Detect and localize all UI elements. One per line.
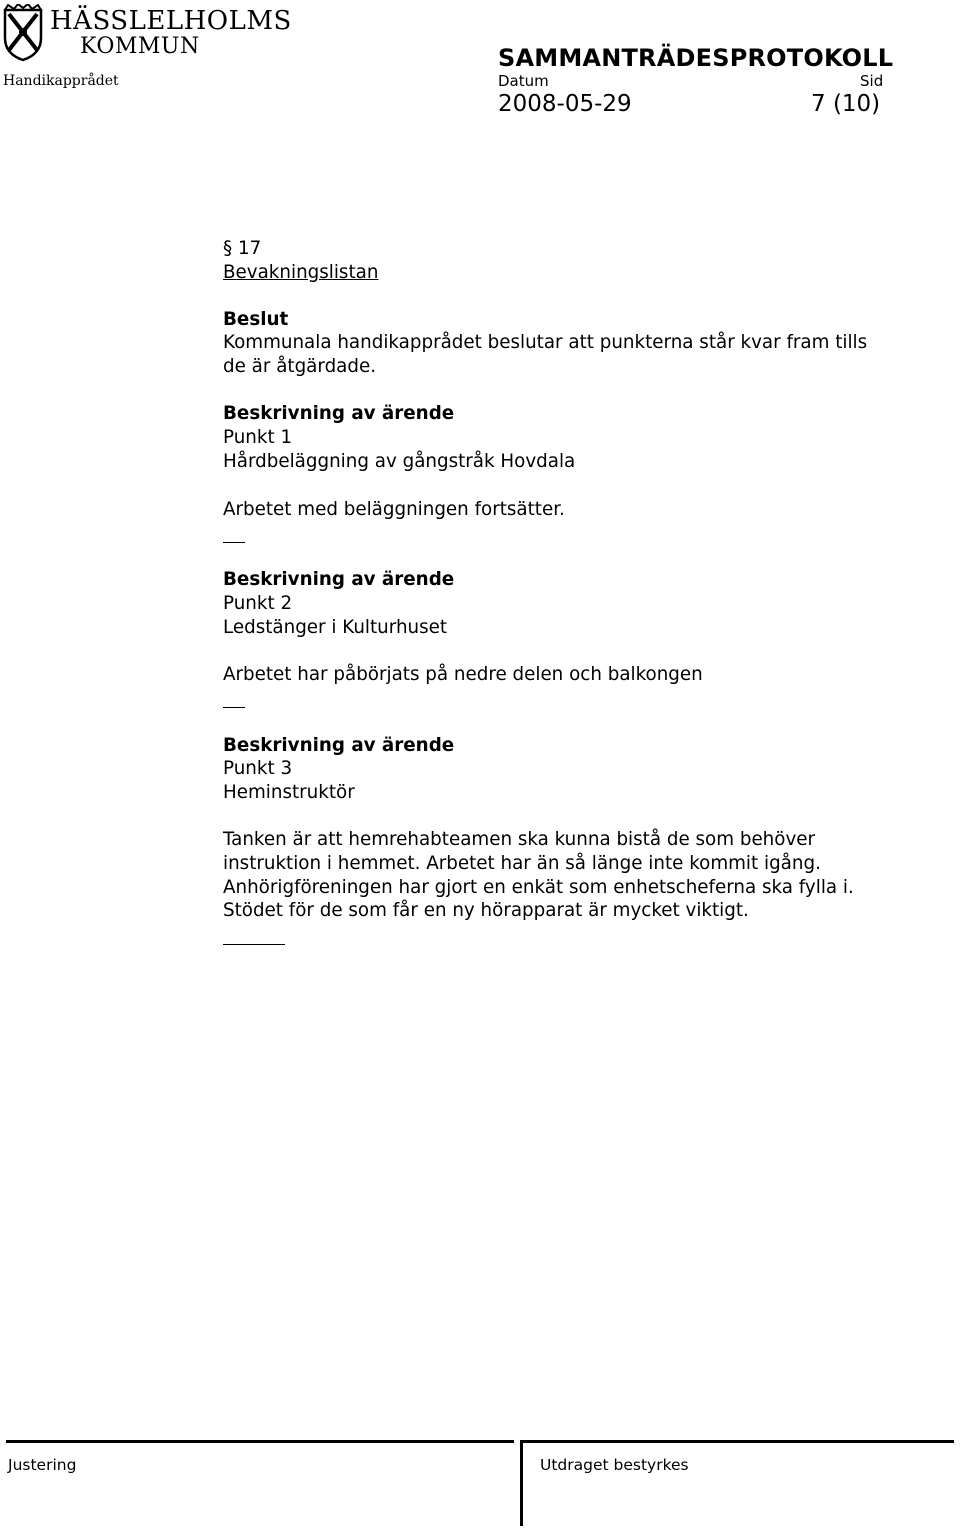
footer-divider: [520, 1440, 523, 1526]
page-value: 7 (10): [811, 91, 881, 117]
item-point: Punkt 3: [223, 758, 293, 779]
item-heading: Beskrivning av ärende: [223, 569, 455, 590]
section-number: § 17: [223, 238, 262, 259]
decision-line: de är åtgärdade.: [223, 356, 377, 377]
item-text-line: Tanken är att hemrehabteamen ska kunna bistå de som behöver: [223, 829, 816, 850]
item-text-line: Stödet för de som får en ny hörapparat är mycket viktigt.: [223, 900, 749, 921]
item-heading: Beskrivning av ärende: [223, 735, 455, 756]
footer-rule-right: [523, 1440, 954, 1443]
item-text-line: Anhörigföreningen har gjort en enkät som enhetscheferna ska fylla i.: [223, 877, 854, 898]
separator-rule: [223, 542, 245, 543]
date-label: Datum: [498, 72, 549, 90]
decision-heading: Beslut: [223, 309, 289, 330]
decision-line: Kommunala handikapprådet beslutar att punkterna står kvar fram tills: [223, 332, 868, 353]
organization-name-line2: KOMMUN: [80, 34, 200, 59]
footer-justering-label: Justering: [8, 1456, 77, 1474]
item-heading: Beskrivning av ärende: [223, 403, 455, 424]
item-point: Punkt 1: [223, 427, 293, 448]
department-name: Handikapprådet: [3, 73, 119, 89]
item-text-line: Arbetet har påbörjats på nedre delen och balkongen: [223, 664, 703, 685]
item-subject: Hårdbeläggning av gångstråk Hovdala: [223, 451, 576, 472]
footer-utdraget-label: Utdraget bestyrkes: [540, 1456, 689, 1474]
organization-name-line1: HÄSSLELHOLMS: [50, 6, 292, 36]
item-subject: Ledstänger i Kulturhuset: [223, 617, 448, 638]
separator-rule: [223, 707, 245, 708]
section-title: Bevakningslistan: [223, 262, 379, 283]
item-text-line: Arbetet med beläggningen fortsätter.: [223, 499, 565, 520]
municipal-crest-icon: [2, 4, 44, 62]
footer-rule-left: [6, 1440, 514, 1443]
item-subject: Heminstruktör: [223, 782, 355, 803]
page-label: Sid: [860, 72, 884, 90]
item-point: Punkt 2: [223, 593, 293, 614]
separator-rule: [223, 944, 285, 945]
item-text-line: instruktion i hemmet. Arbetet har än så länge inte kommit igång.: [223, 853, 821, 874]
date-value: 2008-05-29: [498, 91, 632, 117]
document-title: SAMMANTRÄDESPROTOKOLL: [498, 44, 894, 72]
